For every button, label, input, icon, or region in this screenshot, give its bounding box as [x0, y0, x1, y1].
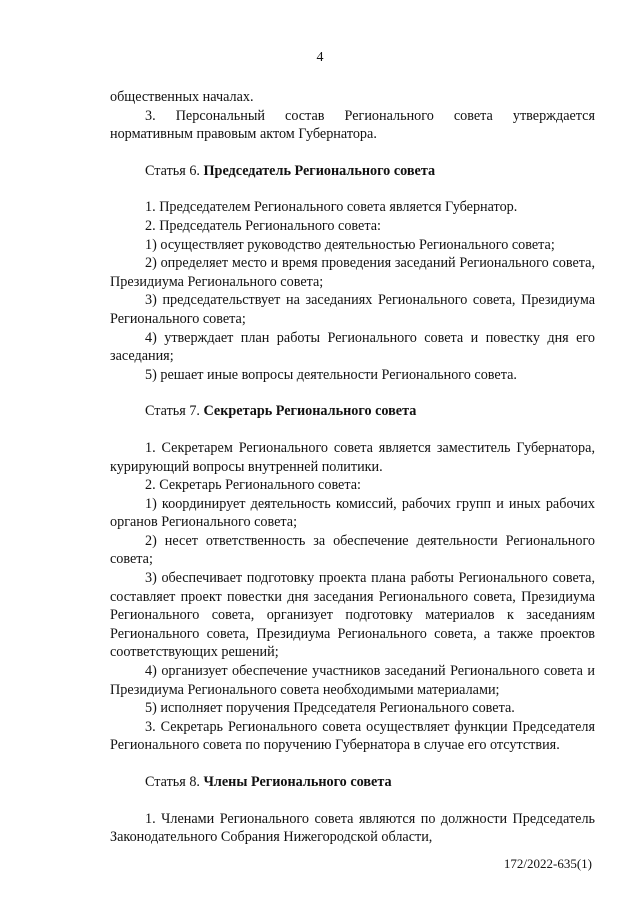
paragraph: 4) утверждает план работы Регионального совета и повестку дня его заседания; [110, 329, 595, 365]
article-7-title: Секретарь Регионального совета [203, 403, 417, 420]
paragraph: 3) председательствует на заседаниях Регионального совета, Президиума Регионального совета; [110, 292, 595, 327]
article-7-heading [110, 402, 595, 421]
paragraph: 3) обеспечивает подготовку проекта плана работы Регионального совета, составляет проект повестки дня заседания Регионального совета, Президиума Регионального совета, организует подготовку материалов к заседаниям Регионального совета, Президиума Регионального совета, а также проектов соответствующих решений; [110, 570, 595, 661]
paragraph: 2. Секретарь Регионального совета: [145, 477, 361, 494]
paragraph: 2. Председатель Регионального совета: [145, 217, 381, 234]
article-8-prefix: Статья 8. [145, 774, 200, 790]
article-8-heading [110, 773, 595, 792]
article-7-prefix: Статья 7. [145, 403, 200, 420]
paragraph: 1) координирует деятельность комиссий, рабочих групп и иных рабочих органов Регионального совета; [110, 495, 595, 531]
document-id: 172/2022-635(1) [503, 856, 592, 871]
paragraph: 1. Секретарем Регионального совета является заместитель Губернатора, курирующий вопросы внутренней политики. [110, 439, 595, 475]
paragraph: 2) несет ответственность за обеспечение деятельности Регионального совета; [110, 532, 595, 568]
paragraph: 5) исполняет поручения Председателя Регионального совета. [145, 700, 515, 717]
paragraph: 1. Председателем Регионального совета является Губернатор. [145, 199, 518, 216]
article-8-title: Члены Регионального совета [203, 774, 392, 790]
article-6-heading [110, 162, 595, 181]
page-number: 4 [316, 50, 324, 65]
paragraph: 2) определяет место и время проведения заседаний Регионального совета, Президиума Регионального совета; [110, 255, 595, 290]
paragraph: 3. Персональный состав Регионального совета утверждается нормативным правовым актом Губернатора. [110, 107, 595, 143]
paragraph: 1. Членами Регионального совета являются по должности Председатель Законодательного Собрания Нижегородской области, [110, 810, 595, 846]
article-6-prefix: Статья 6. [145, 162, 200, 179]
article-6-title: Председатель Регионального совета [203, 162, 436, 179]
paragraph: 4) организует обеспечение участников заседаний Регионального совета и Президиума Регионального совета необходимыми материалами; [110, 663, 595, 698]
document-body [110, 88, 595, 847]
paragraph: 1) осуществляет руководство деятельностью Регионального совета; [145, 236, 555, 253]
paragraph: 5) решает иные вопросы деятельности Регионального совета. [145, 366, 517, 383]
paragraph: общественных началах. [110, 89, 254, 105]
paragraph: 3. Секретарь Регионального совета осуществляет функции Председателя Регионального совета по поручению Губернатора в случае его отсутствия. [110, 718, 595, 754]
